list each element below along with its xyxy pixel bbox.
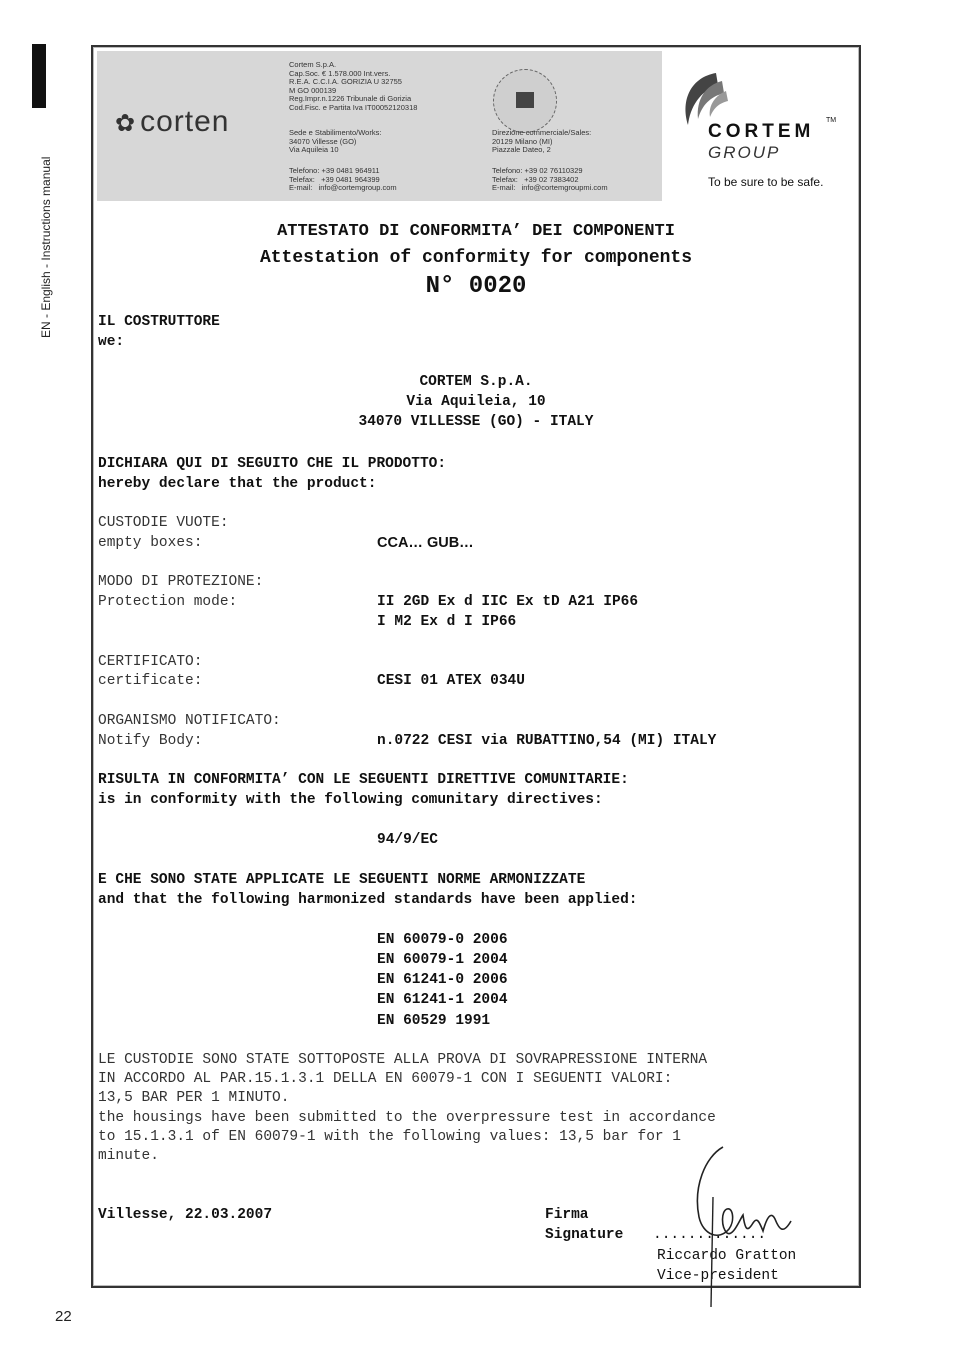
test-italian-line-3: 13,5 BAR PER 1 MINUTO. [98, 1090, 290, 1106]
place-and-date: Villesse, 22.03.2007 [98, 1207, 273, 1223]
protection-value-2: I M2 Ex d I IP66 [377, 614, 517, 630]
title-italian: ATTESTATO DI CONFORMITA’ DEI COMPONENTI [277, 222, 675, 241]
page-number: 22 [55, 1308, 72, 1325]
certificate-label-it: CERTIFICATO: [98, 654, 203, 670]
tagline: To be sure to be safe. [708, 175, 824, 189]
signature-line: ............. [653, 1227, 767, 1243]
test-italian-line-1: LE CUSTODIE SONO STATE SOTTOPOSTE ALLA PROVA DI SOVRAPRESSIONE INTERNA [98, 1052, 708, 1068]
conformity-italian: RISULTA IN CONFORMITA’ CON LE SEGUENTI DIRETTIVE COMUNITARIE: [98, 772, 629, 788]
firma-label: Firma [545, 1207, 589, 1223]
certificate-label-en: certificate: [98, 673, 203, 689]
notified-body-value: n.0722 CESI via RUBATTINO,54 (MI) ITALY [377, 733, 717, 749]
logo-mark-icon: ✿ [115, 110, 137, 137]
company-details: Cortem S.p.A. Cap.Soc. € 1.578.000 Int.vers. R.E.A. C.C.I.A. GORIZIA U 32755 M GO 000139 Reg.Impr.n.1226 Tribunale di Gorizia Cod.Fisc. e Partita Iva IT00052120318 [289, 60, 418, 112]
standard-item: EN 60079-0 2006 [377, 932, 508, 948]
certificate-number: N° 0020 [425, 273, 527, 300]
notified-body-label-it: ORGANISMO NOTIFICATO: [98, 713, 281, 729]
manufacturer-name: CORTEM S.p.A. [419, 374, 533, 390]
cortem-logo: ✿ corten [115, 105, 230, 138]
test-english-line-1: the housings have been submitted to the overpressure test in accordance [98, 1110, 716, 1126]
manufacturer-street: Via Aquileia, 10 [406, 394, 546, 410]
protection-value-1: II 2GD Ex d IIC Ex tD A21 IP66 [377, 594, 639, 610]
cortem-group-logo [678, 67, 858, 197]
brand-group: GROUP [708, 143, 781, 162]
signer-role: Vice-president [657, 1268, 779, 1284]
side-label: EN - English - Instructions manual [39, 156, 53, 338]
product-label-en: empty boxes: [98, 535, 203, 551]
quality-seal-icon [493, 69, 557, 133]
directive: 94/9/EC [377, 832, 438, 848]
signature-label: Signature [545, 1227, 624, 1243]
brand-name: CORTEM [708, 121, 815, 142]
certificate-value: CESI 01 ATEX 034U [377, 673, 525, 689]
test-english-line-2: to 15.1.3.1 of EN 60079-1 with the following values: 13,5 bar for 1 [98, 1129, 681, 1145]
manufacturer-city: 34070 VILLESSE (GO) - ITALY [358, 414, 594, 430]
manufacturer-label-en: we: [98, 334, 125, 350]
test-english-line-3: minute. [98, 1148, 159, 1164]
notified-body-label-en: Notify Body: [98, 733, 203, 749]
certificate-frame [91, 45, 861, 1288]
trademark: TM [826, 117, 837, 124]
declare-english: hereby declare that the product: [98, 476, 377, 492]
conformity-english: is in conformity with the following comunitary directives: [98, 792, 603, 808]
standard-item: EN 60529 1991 [377, 1013, 491, 1029]
test-italian-line-2: IN ACCORDO AL PAR.15.1.3.1 DELLA EN 60079-1 CON I SEGUENTI VALORI: [98, 1071, 673, 1087]
title-english: Attestation of conformity for components [259, 248, 693, 268]
sales-address: Direzione commerciale/Sales: 20129 Milano (MI) Piazzale Dateo, 2 [492, 128, 592, 154]
letterhead-banner [97, 51, 662, 201]
works-address: Sede e Stabilimento/Works: 34070 Villesse (GO) Via Aquileia 10 [289, 128, 382, 154]
manufacturer-label-it: IL COSTRUTTORE [98, 314, 220, 330]
works-contact: Telefono: +39 0481 964911 Telefax: +39 0481 964399 E-mail: info@cortemgroup.com [289, 166, 397, 192]
standards-english: and that the following harmonized standards have been applied: [98, 892, 638, 908]
product-label-it: CUSTODIE VUOTE: [98, 515, 229, 531]
declare-italian: DICHIARA QUI DI SEGUITO CHE IL PRODOTTO: [98, 456, 447, 472]
margin-tab-marker [32, 44, 46, 108]
handwritten-signature [683, 1137, 803, 1307]
standard-item: EN 60079-1 2004 [377, 952, 508, 968]
standard-item: EN 61241-1 2004 [377, 992, 508, 1008]
sales-contact: Telefono: +39 02 76110329 Telefax: +39 02 7383402 E-mail: info@cortemgroupmi.com [492, 166, 608, 192]
signer-name: Riccardo Gratton [657, 1248, 797, 1264]
standard-item: EN 61241-0 2006 [377, 972, 508, 988]
protection-label-en: Protection mode: [98, 594, 238, 610]
standards-italian: E CHE SONO STATE APPLICATE LE SEGUENTI NORME ARMONIZZATE [98, 872, 586, 888]
product-value: CCA… GUB… [377, 535, 474, 551]
protection-label-it: MODO DI PROTEZIONE: [98, 574, 264, 590]
